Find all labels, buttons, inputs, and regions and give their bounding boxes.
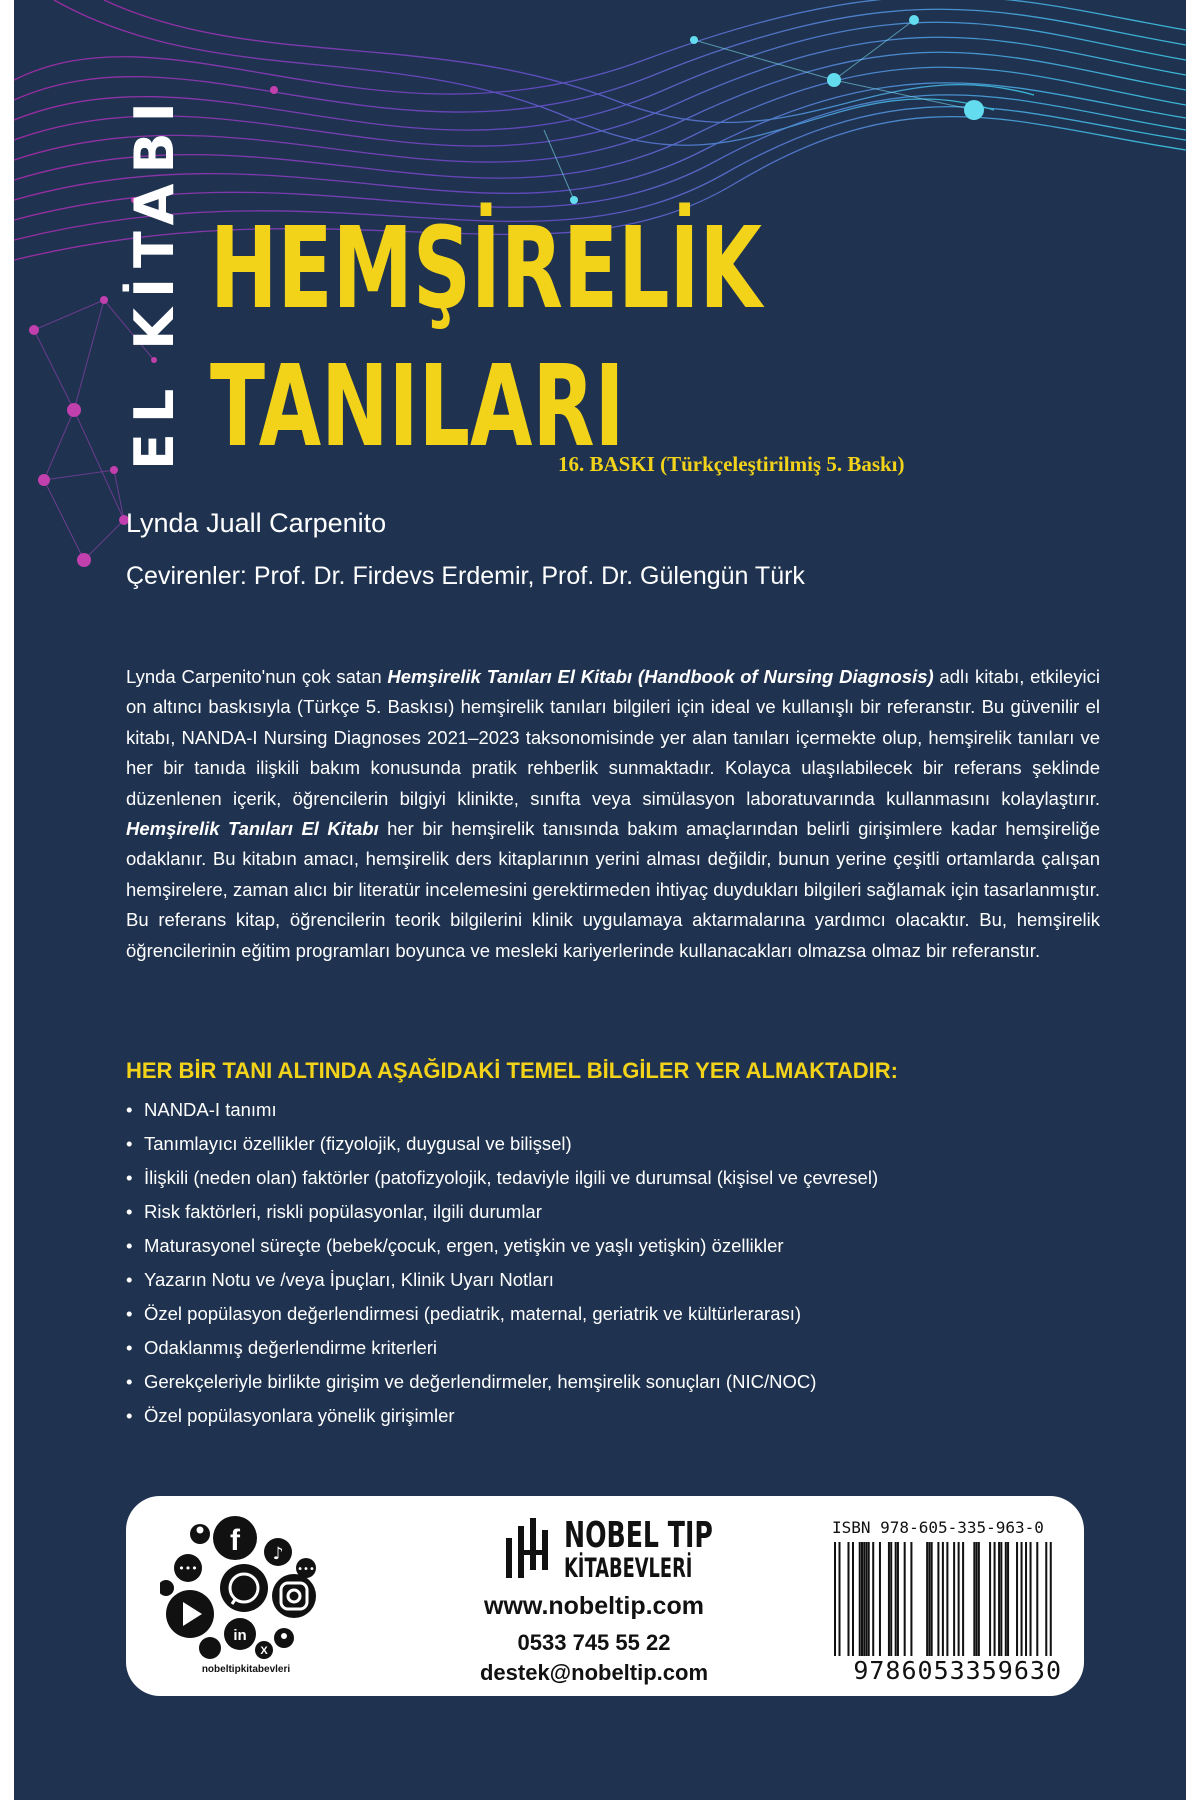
barcode-bar bbox=[953, 1542, 955, 1656]
instagram-icon bbox=[272, 1574, 316, 1618]
barcode-bar bbox=[890, 1542, 892, 1656]
author-name: Lynda Juall Carpenito bbox=[126, 508, 387, 538]
barcode-bar bbox=[872, 1542, 874, 1656]
facebook-icon bbox=[213, 1516, 257, 1560]
x-icon bbox=[255, 1641, 273, 1659]
barcode-bar bbox=[1050, 1542, 1052, 1656]
publisher-subtitle: KİTABEVLERİ bbox=[564, 1553, 693, 1584]
publisher-website[interactable]: www.nobeltip.com bbox=[484, 1592, 704, 1620]
description-text-3: her bir hemşirelik tanısında bakım amaçlarından belirli girişimlere kadar hemşireliğe odaklanır. Bu kitabın amacı, hemşirelik ders kitaplarının yerini alması değildir, bunun yerine çeşitli ortamlarda çalışan hemşirelere, zaman alıcı bir literatür incelemesini gerektirmeden ihtiyaç duydukları bilgileri sağlamak için tasarlanmıştır. Bu referans kitap, öğrencilerin teorik bilgilerini klinik uygulamaya aktarmalarına yardımcı olacaktır. Bu, hemşirelik öğrencilerinin eğitim programları boyunca ve mesleki kariyerlerinde kullanacakları olmazsa olmaz bir referanstır. bbox=[126, 818, 1101, 961]
features-heading: HER BİR TANI ALTINDA AŞAĞIDAKİ TEMEL BİLGİLER YER ALMAKTADIR: bbox=[126, 1058, 899, 1083]
barcode-bar bbox=[888, 1542, 890, 1656]
feature-item: • Risk faktörleri, riskli popülasyonlar, ilgili durumlar bbox=[126, 1195, 878, 1229]
like-icon bbox=[160, 1580, 174, 1596]
book-title-line1: HEMŞİRELİK bbox=[210, 204, 762, 334]
svg-text:X: X bbox=[260, 1645, 268, 1657]
description-text-2: adlı kitabı, etkileyici on altıncı baskısıyla (Türkçe 5. Baskısı) hemşirelik tanıları bilgileri için ideal ve kullanışlı bir referanstır. Bu güvenilir el kitabı, NANDA-I Nursing Diagnoses 2021–2023 taksonomisinde yer alan tanıları içermekte olup, hemşirelik tanıları ve her bir tanıda ilişkili bakım konusunda pratik rehberlik sunmaktadır. Kolayca ulaşılabilecek bir referans şeklinde düzenlenen içerik, öğrencilerin bilgiyi klinikte, sınıfta veya simülasyon laboratuvarında kullanmasını kolaylaştırır. bbox=[126, 666, 1100, 809]
book-back-cover bbox=[14, 0, 1186, 1800]
svg-text:♪: ♪ bbox=[272, 1544, 284, 1564]
barcode-bar bbox=[1030, 1542, 1032, 1656]
feature-item: • Gerekçeleriyle birlikte girişim ve değerlendirmeler, hemşirelik sonuçları (NIC/NOC) bbox=[126, 1365, 878, 1399]
youtube-icon bbox=[166, 1590, 214, 1638]
barcode-bar bbox=[904, 1542, 906, 1656]
barcode bbox=[834, 1542, 1052, 1656]
feature-item: • İlişkili (neden olan) faktörler (patofizyolojik, tedaviyle ilgili ve durumsal (kişisel ve çevresel) bbox=[126, 1161, 878, 1195]
barcode-bar bbox=[868, 1542, 870, 1656]
barcode-bar bbox=[1016, 1542, 1018, 1656]
feature-item: • Tanımlayıcı özellikler (fizyolojik, duygusal ve bilişsel) bbox=[126, 1127, 878, 1161]
book-title bbox=[210, 200, 762, 476]
barcode-bar bbox=[1007, 1542, 1009, 1656]
tiktok-icon bbox=[264, 1538, 292, 1566]
feature-item: • Yazarın Notu ve /veya İpuçları, Klinik Uyarı Notları bbox=[126, 1263, 878, 1297]
nobel-tip-logo-icon bbox=[502, 1516, 558, 1582]
barcode-number: 9786053359630 bbox=[853, 1656, 1062, 1685]
svg-text:f: f bbox=[230, 1524, 240, 1557]
linkedin-icon bbox=[224, 1618, 256, 1650]
description-paragraph bbox=[126, 662, 1100, 966]
barcode-bar bbox=[928, 1542, 930, 1656]
barcode-bar bbox=[998, 1542, 1000, 1656]
barcode-bar bbox=[926, 1542, 928, 1656]
barcode-bar bbox=[973, 1542, 975, 1656]
description-text-1: Lynda Carpenito'nun çok satan bbox=[126, 666, 388, 687]
barcode-bar bbox=[1005, 1542, 1007, 1656]
publisher-name: NOBEL TIP bbox=[564, 1515, 713, 1556]
feature-item: • NANDA-I tanımı bbox=[126, 1093, 878, 1127]
social-handle: nobeltipkitabevleri bbox=[201, 1664, 291, 1675]
publisher-phone: 0533 745 55 22 bbox=[517, 1630, 671, 1655]
barcode-bar bbox=[946, 1542, 948, 1656]
barcode-bar bbox=[976, 1542, 978, 1656]
barcode-bar bbox=[994, 1542, 996, 1656]
description-book-title-short: Hemşirelik Tanıları El Kitabı bbox=[126, 818, 379, 840]
barcode-bar bbox=[861, 1542, 863, 1656]
barcode-bar bbox=[989, 1542, 991, 1656]
barcode-bar bbox=[865, 1542, 867, 1656]
svg-text:•••: ••• bbox=[178, 1562, 198, 1575]
edition-label: 16. BASKI (Türkçeleştirilmiş 5. Baskı) bbox=[558, 452, 905, 476]
series-vertical-label: EL KİTABI bbox=[123, 92, 186, 470]
whatsapp-icon bbox=[220, 1564, 268, 1612]
barcode-bar bbox=[910, 1542, 912, 1656]
social-icons-cluster bbox=[160, 1510, 330, 1660]
svg-text:•••: ••• bbox=[297, 1564, 315, 1575]
barcode-bar bbox=[958, 1542, 960, 1656]
feature-item: • Özel popülasyon değerlendirmesi (pediatrik, maternal, geriatrik ve kültürlerarası) bbox=[126, 1297, 878, 1331]
barcode-bar bbox=[895, 1542, 897, 1656]
barcode-bar bbox=[937, 1542, 939, 1656]
barcode-bar bbox=[1025, 1542, 1027, 1656]
user-icon bbox=[190, 1524, 210, 1544]
publisher-email[interactable]: destek@nobeltip.com bbox=[479, 1660, 709, 1685]
barcode-bar bbox=[1021, 1542, 1023, 1656]
book-title-line2: TANILARI bbox=[210, 342, 625, 472]
description-book-title: Hemşirelik Tanıları El Kitabı (Handbook of Nursing Diagnosis) bbox=[387, 666, 934, 687]
publisher-panel bbox=[126, 1496, 1084, 1696]
barcode-bar bbox=[978, 1542, 980, 1656]
barcode-bar bbox=[1045, 1542, 1047, 1656]
feature-item: • Özel popülasyonlara yönelik girişimler bbox=[126, 1399, 878, 1433]
barcode-bar bbox=[1036, 1542, 1038, 1656]
barcode-bar bbox=[942, 1542, 944, 1656]
feature-item: • Maturasyonel süreçte (bebek/çocuk, ergen, yetişkin ve yaşlı yetişkin) özellikler bbox=[126, 1229, 878, 1263]
barcode-bar bbox=[852, 1542, 854, 1656]
isbn-label: ISBN 978-605-335-963-0 bbox=[832, 1518, 1044, 1537]
barcode-bar bbox=[859, 1542, 861, 1656]
barcode-bar bbox=[1000, 1542, 1002, 1656]
svg-text:in: in bbox=[233, 1627, 247, 1644]
chat-icon bbox=[174, 1554, 202, 1582]
barcode-bar bbox=[834, 1542, 836, 1656]
inbox-icon bbox=[199, 1637, 221, 1659]
translators-line: Çevirenler: Prof. Dr. Firdevs Erdemir, Prof. Dr. Gülengün Türk bbox=[126, 562, 805, 590]
barcode-bar bbox=[962, 1542, 964, 1656]
barcode-bar bbox=[897, 1542, 899, 1656]
feature-item: • Odaklanmış değerlendirme kriterleri bbox=[126, 1331, 878, 1365]
barcode-bar bbox=[863, 1542, 865, 1656]
barcode-bar bbox=[879, 1542, 881, 1656]
barcode-bar bbox=[847, 1542, 849, 1656]
barcode-bar bbox=[838, 1542, 840, 1656]
location-icon bbox=[274, 1628, 294, 1648]
barcode-bar bbox=[931, 1542, 933, 1656]
features-list bbox=[126, 1093, 878, 1433]
